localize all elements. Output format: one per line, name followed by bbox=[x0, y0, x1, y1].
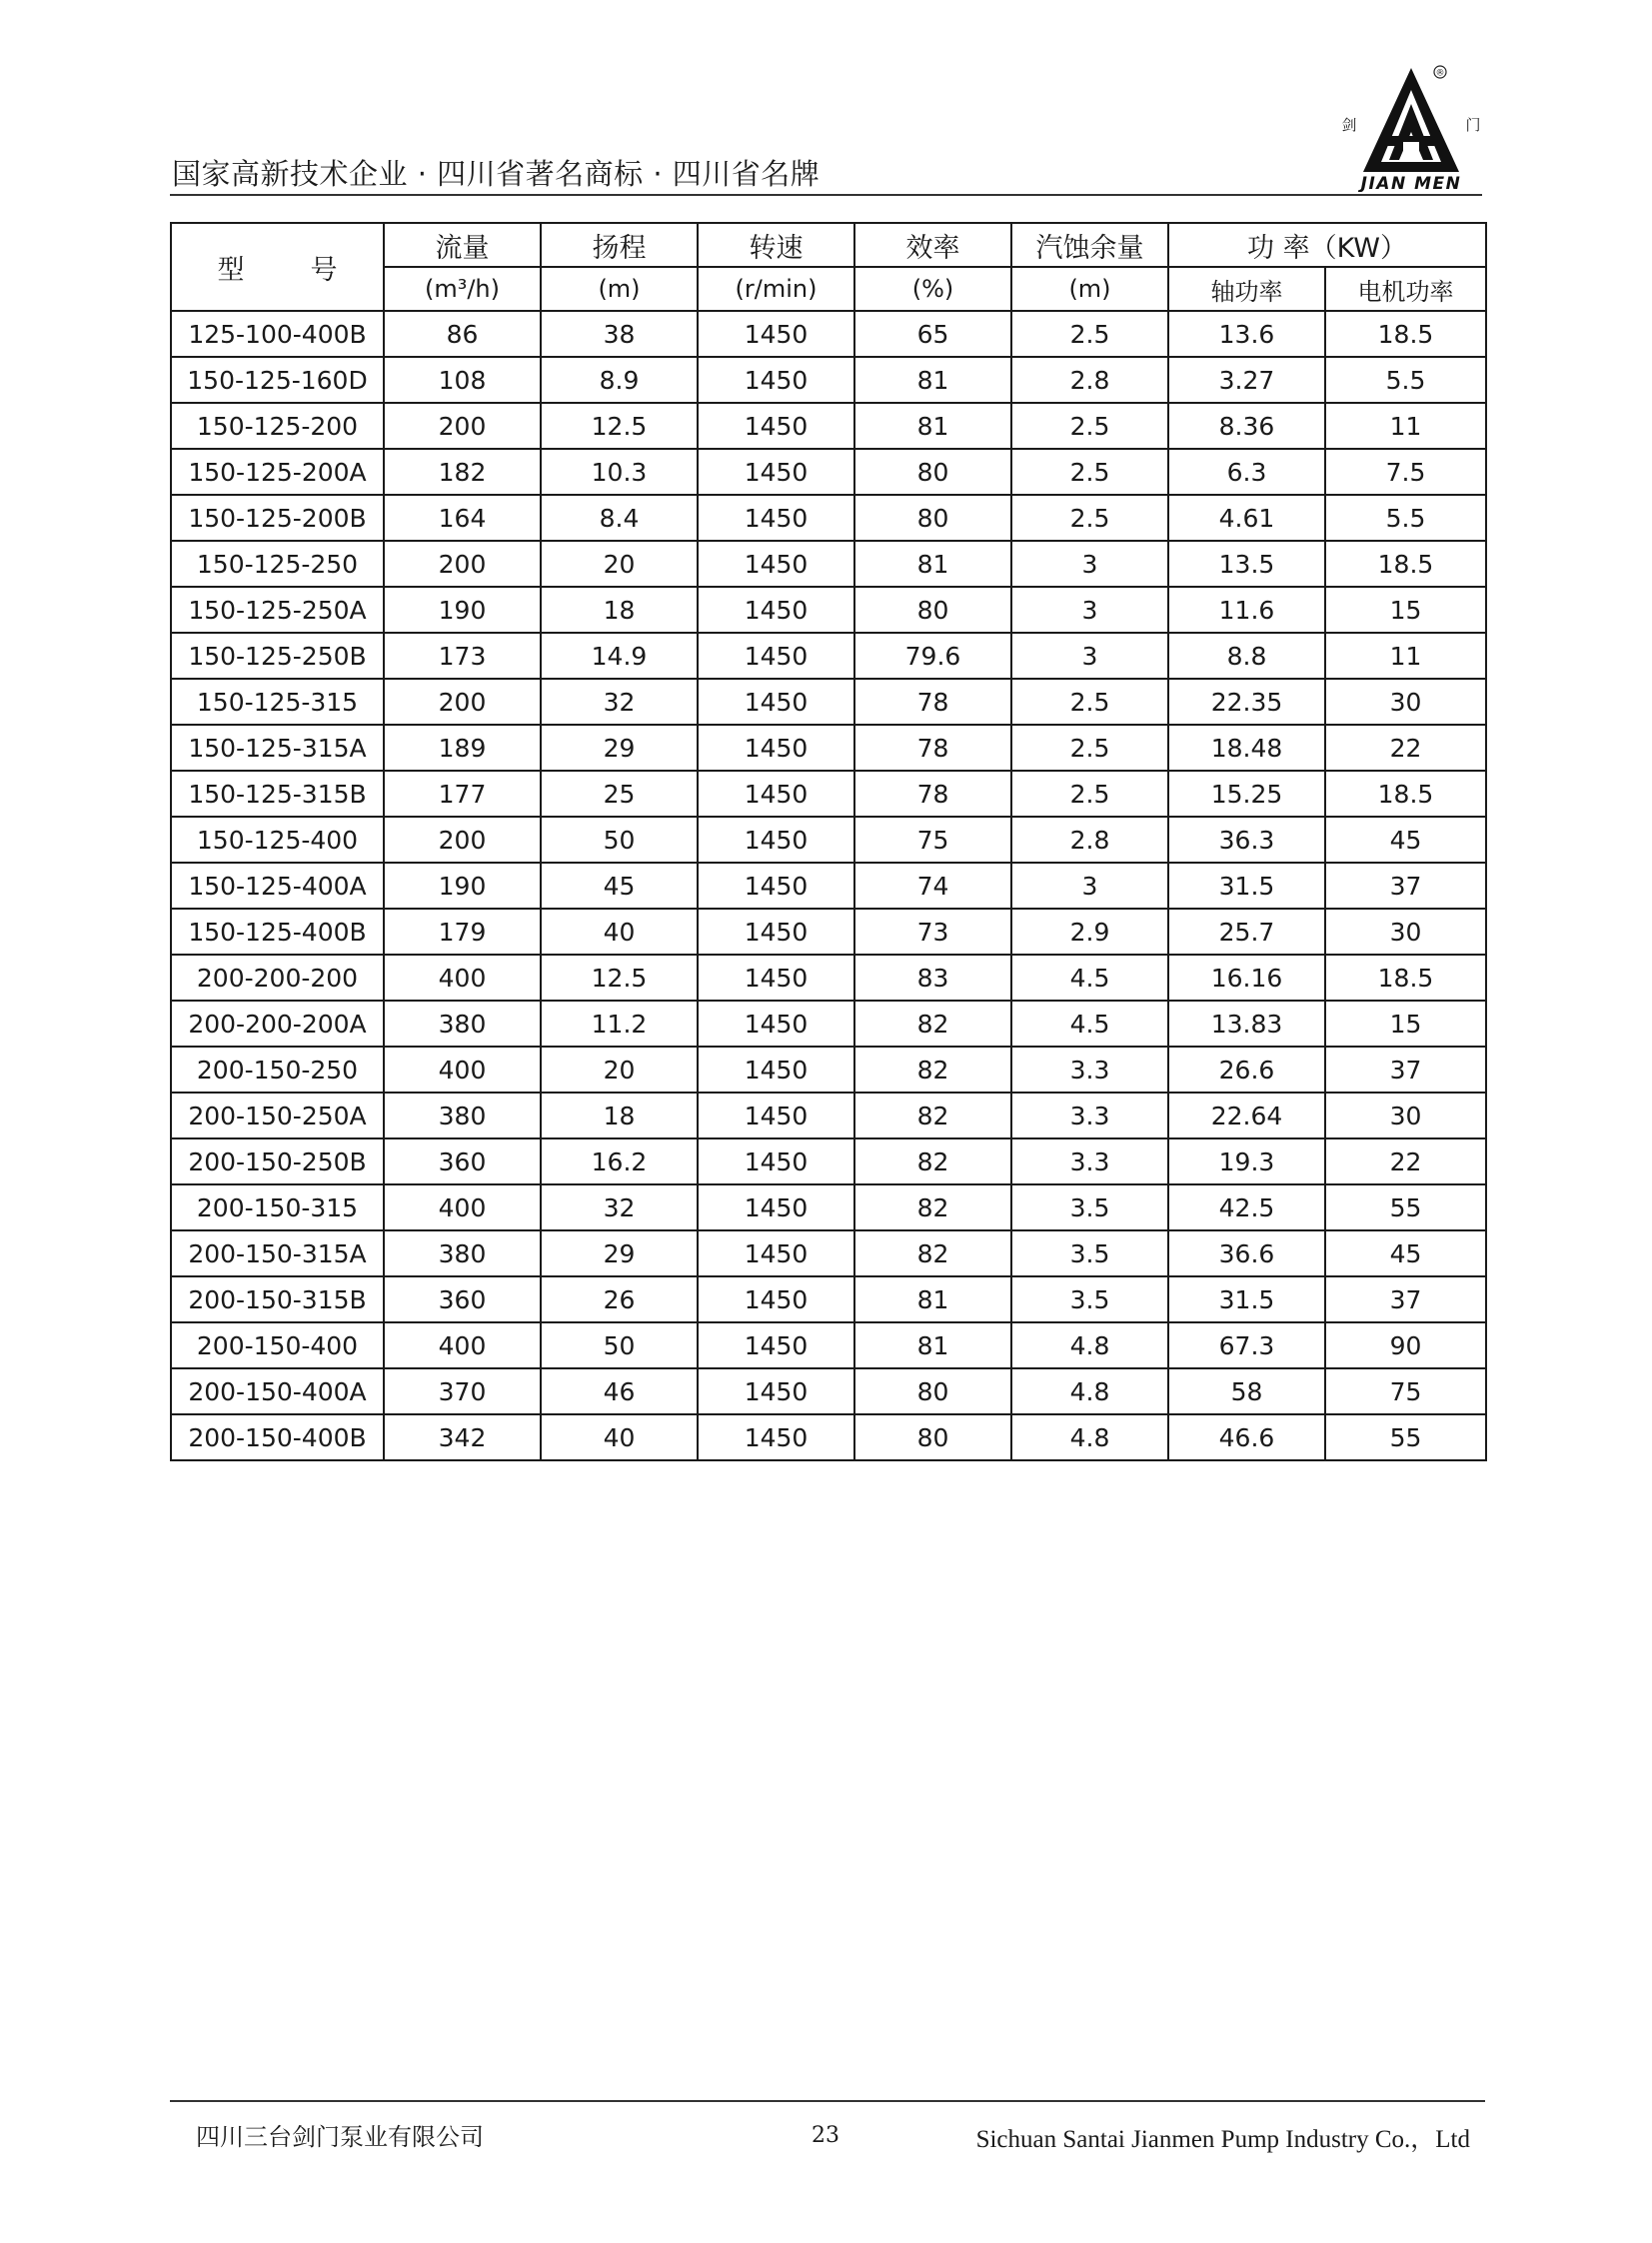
table-row bbox=[171, 1093, 1486, 1138]
table-header-row bbox=[171, 223, 1486, 267]
cell-motor-power: 7.5 bbox=[1325, 449, 1486, 495]
cell-efficiency: 82 bbox=[854, 1093, 1011, 1138]
cell-efficiency: 80 bbox=[854, 449, 1011, 495]
unit-npsh: (m) bbox=[1011, 267, 1168, 311]
cell-npsh: 4.8 bbox=[1011, 1322, 1168, 1368]
cell-speed: 1450 bbox=[698, 403, 854, 449]
cell-shaft-power: 36.6 bbox=[1168, 1230, 1325, 1276]
cell-speed: 1450 bbox=[698, 863, 854, 909]
cell-model: 150-125-200 bbox=[171, 403, 384, 449]
unit-head: (m) bbox=[541, 267, 698, 311]
cell-speed: 1450 bbox=[698, 725, 854, 771]
cell-shaft-power: 18.48 bbox=[1168, 725, 1325, 771]
table-row bbox=[171, 679, 1486, 725]
cell-shaft-power: 26.6 bbox=[1168, 1047, 1325, 1093]
table-row bbox=[171, 817, 1486, 863]
cell-npsh: 3.3 bbox=[1011, 1093, 1168, 1138]
cell-flow: 400 bbox=[384, 1047, 541, 1093]
col-header-power: 功 率（KW） bbox=[1168, 223, 1486, 267]
cell-shaft-power: 31.5 bbox=[1168, 1276, 1325, 1322]
cell-head: 18 bbox=[541, 587, 698, 633]
cell-npsh: 2.5 bbox=[1011, 771, 1168, 817]
cell-speed: 1450 bbox=[698, 495, 854, 541]
cell-speed: 1450 bbox=[698, 1414, 854, 1460]
cell-shaft-power: 6.3 bbox=[1168, 449, 1325, 495]
footer-company-cn: 四川三台剑门泵业有限公司 bbox=[196, 2123, 484, 2151]
cell-motor-power: 5.5 bbox=[1325, 357, 1486, 403]
cell-flow: 164 bbox=[384, 495, 541, 541]
cell-speed: 1450 bbox=[698, 1368, 854, 1414]
cell-shaft-power: 19.3 bbox=[1168, 1138, 1325, 1184]
cell-head: 8.4 bbox=[541, 495, 698, 541]
cell-motor-power: 90 bbox=[1325, 1322, 1486, 1368]
table-row bbox=[171, 771, 1486, 817]
table-body bbox=[171, 311, 1486, 1460]
table-row bbox=[171, 311, 1486, 357]
cell-model: 200-150-315B bbox=[171, 1276, 384, 1322]
cell-model: 150-125-200B bbox=[171, 495, 384, 541]
cell-speed: 1450 bbox=[698, 311, 854, 357]
cell-speed: 1450 bbox=[698, 1322, 854, 1368]
cell-head: 10.3 bbox=[541, 449, 698, 495]
unit-speed: (r/min) bbox=[698, 267, 854, 311]
cell-speed: 1450 bbox=[698, 1230, 854, 1276]
cell-shaft-power: 25.7 bbox=[1168, 909, 1325, 955]
cell-motor-power: 30 bbox=[1325, 679, 1486, 725]
cell-flow: 190 bbox=[384, 863, 541, 909]
cell-flow: 380 bbox=[384, 1093, 541, 1138]
cell-npsh: 4.8 bbox=[1011, 1368, 1168, 1414]
cell-shaft-power: 8.36 bbox=[1168, 403, 1325, 449]
col-header-shaft-power: 轴功率 bbox=[1168, 267, 1325, 311]
cell-efficiency: 78 bbox=[854, 771, 1011, 817]
cell-flow: 200 bbox=[384, 817, 541, 863]
cell-motor-power: 30 bbox=[1325, 909, 1486, 955]
cell-motor-power: 15 bbox=[1325, 587, 1486, 633]
cell-head: 16.2 bbox=[541, 1138, 698, 1184]
col-header-model bbox=[171, 223, 384, 311]
cell-head: 12.5 bbox=[541, 403, 698, 449]
cell-speed: 1450 bbox=[698, 1276, 854, 1322]
cell-shaft-power: 67.3 bbox=[1168, 1322, 1325, 1368]
cell-model: 200-150-315 bbox=[171, 1184, 384, 1230]
cell-shaft-power: 13.6 bbox=[1168, 311, 1325, 357]
cell-npsh: 3 bbox=[1011, 541, 1168, 587]
cell-flow: 400 bbox=[384, 1184, 541, 1230]
cell-head: 14.9 bbox=[541, 633, 698, 679]
cell-motor-power: 55 bbox=[1325, 1184, 1486, 1230]
cell-head: 12.5 bbox=[541, 955, 698, 1001]
cell-efficiency: 79.6 bbox=[854, 633, 1011, 679]
cell-model: 200-150-250 bbox=[171, 1047, 384, 1093]
cell-npsh: 2.5 bbox=[1011, 449, 1168, 495]
cell-model: 150-125-250A bbox=[171, 587, 384, 633]
cell-shaft-power: 22.64 bbox=[1168, 1093, 1325, 1138]
cell-motor-power: 11 bbox=[1325, 633, 1486, 679]
cell-shaft-power: 31.5 bbox=[1168, 863, 1325, 909]
cell-motor-power: 45 bbox=[1325, 1230, 1486, 1276]
cell-flow: 190 bbox=[384, 587, 541, 633]
table-row bbox=[171, 403, 1486, 449]
pump-spec-table bbox=[170, 222, 1487, 1461]
logo-registered-mark: ® bbox=[1435, 68, 1445, 79]
cell-speed: 1450 bbox=[698, 449, 854, 495]
cell-efficiency: 82 bbox=[854, 1184, 1011, 1230]
cell-model: 150-125-160D bbox=[171, 357, 384, 403]
cell-speed: 1450 bbox=[698, 679, 854, 725]
cell-flow: 342 bbox=[384, 1414, 541, 1460]
cell-efficiency: 81 bbox=[854, 541, 1011, 587]
cell-model: 200-150-400A bbox=[171, 1368, 384, 1414]
cell-shaft-power: 42.5 bbox=[1168, 1184, 1325, 1230]
col-header-head: 扬程 bbox=[541, 223, 698, 267]
cell-flow: 86 bbox=[384, 311, 541, 357]
cell-model: 200-150-315A bbox=[171, 1230, 384, 1276]
cell-head: 20 bbox=[541, 1047, 698, 1093]
cell-model: 150-125-400B bbox=[171, 909, 384, 955]
logo-emblem-icon bbox=[1337, 60, 1487, 192]
cell-speed: 1450 bbox=[698, 587, 854, 633]
model-label-b: 号 bbox=[310, 254, 338, 286]
table-row bbox=[171, 357, 1486, 403]
cell-model: 150-125-250 bbox=[171, 541, 384, 587]
cell-efficiency: 81 bbox=[854, 357, 1011, 403]
model-label-a: 型 bbox=[217, 254, 245, 286]
cell-model: 200-150-400B bbox=[171, 1414, 384, 1460]
cell-flow: 182 bbox=[384, 449, 541, 495]
cell-npsh: 4.5 bbox=[1011, 955, 1168, 1001]
cell-efficiency: 81 bbox=[854, 1322, 1011, 1368]
cell-motor-power: 22 bbox=[1325, 1138, 1486, 1184]
cell-flow: 200 bbox=[384, 679, 541, 725]
cell-efficiency: 74 bbox=[854, 863, 1011, 909]
unit-efficiency: (%) bbox=[854, 267, 1011, 311]
cell-npsh: 2.5 bbox=[1011, 311, 1168, 357]
cell-flow: 360 bbox=[384, 1276, 541, 1322]
cell-motor-power: 30 bbox=[1325, 1093, 1486, 1138]
cell-model: 200-200-200A bbox=[171, 1001, 384, 1047]
cell-speed: 1450 bbox=[698, 357, 854, 403]
cell-speed: 1450 bbox=[698, 1093, 854, 1138]
cell-model: 150-125-200A bbox=[171, 449, 384, 495]
cell-motor-power: 18.5 bbox=[1325, 541, 1486, 587]
table-row bbox=[171, 863, 1486, 909]
cell-motor-power: 18.5 bbox=[1325, 771, 1486, 817]
cell-efficiency: 82 bbox=[854, 1047, 1011, 1093]
cell-npsh: 3 bbox=[1011, 863, 1168, 909]
cell-npsh: 2.5 bbox=[1011, 679, 1168, 725]
cell-model: 200-150-400 bbox=[171, 1322, 384, 1368]
table-row bbox=[171, 1138, 1486, 1184]
cell-npsh: 3.5 bbox=[1011, 1276, 1168, 1322]
col-header-speed: 转速 bbox=[698, 223, 854, 267]
cell-flow: 189 bbox=[384, 725, 541, 771]
cell-model: 150-125-400A bbox=[171, 863, 384, 909]
cell-efficiency: 81 bbox=[854, 1276, 1011, 1322]
table-row bbox=[171, 955, 1486, 1001]
cell-shaft-power: 22.35 bbox=[1168, 679, 1325, 725]
cell-npsh: 3 bbox=[1011, 633, 1168, 679]
table-row bbox=[171, 1414, 1486, 1460]
cell-npsh: 3.5 bbox=[1011, 1184, 1168, 1230]
cell-head: 38 bbox=[541, 311, 698, 357]
cell-head: 45 bbox=[541, 863, 698, 909]
logo-right-char: 门 bbox=[1465, 116, 1481, 134]
cell-efficiency: 80 bbox=[854, 1368, 1011, 1414]
table-row bbox=[171, 909, 1486, 955]
page-number: 23 bbox=[812, 2123, 839, 2148]
cell-efficiency: 65 bbox=[854, 311, 1011, 357]
cell-efficiency: 78 bbox=[854, 679, 1011, 725]
cell-efficiency: 75 bbox=[854, 817, 1011, 863]
table-row bbox=[171, 725, 1486, 771]
cell-speed: 1450 bbox=[698, 1138, 854, 1184]
cell-flow: 400 bbox=[384, 1322, 541, 1368]
cell-shaft-power: 36.3 bbox=[1168, 817, 1325, 863]
cell-npsh: 2.8 bbox=[1011, 357, 1168, 403]
cell-head: 25 bbox=[541, 771, 698, 817]
cell-shaft-power: 46.6 bbox=[1168, 1414, 1325, 1460]
cell-efficiency: 80 bbox=[854, 1414, 1011, 1460]
cell-head: 46 bbox=[541, 1368, 698, 1414]
table-row bbox=[171, 1001, 1486, 1047]
cell-flow: 380 bbox=[384, 1001, 541, 1047]
cell-motor-power: 5.5 bbox=[1325, 495, 1486, 541]
cell-efficiency: 80 bbox=[854, 587, 1011, 633]
cell-speed: 1450 bbox=[698, 1184, 854, 1230]
cell-model: 200-150-250B bbox=[171, 1138, 384, 1184]
table-row bbox=[171, 633, 1486, 679]
cell-efficiency: 82 bbox=[854, 1001, 1011, 1047]
cell-efficiency: 82 bbox=[854, 1230, 1011, 1276]
jianmen-logo bbox=[1337, 60, 1487, 192]
cell-flow: 108 bbox=[384, 357, 541, 403]
col-header-motor-power: 电机功率 bbox=[1325, 267, 1486, 311]
cell-shaft-power: 13.5 bbox=[1168, 541, 1325, 587]
cell-head: 40 bbox=[541, 909, 698, 955]
cell-speed: 1450 bbox=[698, 541, 854, 587]
cell-head: 32 bbox=[541, 1184, 698, 1230]
cell-npsh: 3.3 bbox=[1011, 1138, 1168, 1184]
logo-left-char: 剑 bbox=[1341, 116, 1357, 134]
cell-head: 11.2 bbox=[541, 1001, 698, 1047]
cell-efficiency: 80 bbox=[854, 495, 1011, 541]
cell-speed: 1450 bbox=[698, 633, 854, 679]
cell-head: 32 bbox=[541, 679, 698, 725]
table-row bbox=[171, 541, 1486, 587]
cell-flow: 370 bbox=[384, 1368, 541, 1414]
cell-efficiency: 83 bbox=[854, 955, 1011, 1001]
cell-flow: 400 bbox=[384, 955, 541, 1001]
cell-npsh: 2.8 bbox=[1011, 817, 1168, 863]
cell-head: 29 bbox=[541, 725, 698, 771]
cell-head: 20 bbox=[541, 541, 698, 587]
unit-flow: (m³/h) bbox=[384, 267, 541, 311]
logo-brand-text: JIAN MEN bbox=[1360, 174, 1462, 192]
cell-npsh: 4.5 bbox=[1011, 1001, 1168, 1047]
table-row bbox=[171, 1276, 1486, 1322]
cell-flow: 360 bbox=[384, 1138, 541, 1184]
cell-shaft-power: 3.27 bbox=[1168, 357, 1325, 403]
cell-shaft-power: 16.16 bbox=[1168, 955, 1325, 1001]
cell-motor-power: 15 bbox=[1325, 1001, 1486, 1047]
cell-shaft-power: 13.83 bbox=[1168, 1001, 1325, 1047]
cell-efficiency: 81 bbox=[854, 403, 1011, 449]
cell-speed: 1450 bbox=[698, 909, 854, 955]
cell-npsh: 3 bbox=[1011, 587, 1168, 633]
cell-speed: 1450 bbox=[698, 817, 854, 863]
cell-motor-power: 37 bbox=[1325, 1276, 1486, 1322]
cell-shaft-power: 15.25 bbox=[1168, 771, 1325, 817]
cell-shaft-power: 4.61 bbox=[1168, 495, 1325, 541]
cell-npsh: 2.5 bbox=[1011, 495, 1168, 541]
table-row bbox=[171, 1047, 1486, 1093]
header-divider bbox=[170, 194, 1482, 196]
col-header-flow: 流量 bbox=[384, 223, 541, 267]
table-row bbox=[171, 1322, 1486, 1368]
cell-flow: 200 bbox=[384, 541, 541, 587]
cell-npsh: 3.3 bbox=[1011, 1047, 1168, 1093]
cell-npsh: 3.5 bbox=[1011, 1230, 1168, 1276]
cell-motor-power: 18.5 bbox=[1325, 955, 1486, 1001]
cell-npsh: 2.5 bbox=[1011, 725, 1168, 771]
cell-head: 18 bbox=[541, 1093, 698, 1138]
cell-speed: 1450 bbox=[698, 1047, 854, 1093]
cell-motor-power: 37 bbox=[1325, 1047, 1486, 1093]
header-title: 国家高新技术企业 · 四川省著名商标 · 四川省名牌 bbox=[172, 157, 821, 191]
cell-head: 50 bbox=[541, 1322, 698, 1368]
cell-model: 125-100-400B bbox=[171, 311, 384, 357]
cell-speed: 1450 bbox=[698, 955, 854, 1001]
cell-motor-power: 55 bbox=[1325, 1414, 1486, 1460]
cell-model: 150-125-315B bbox=[171, 771, 384, 817]
cell-motor-power: 37 bbox=[1325, 863, 1486, 909]
col-header-npsh: 汽蚀余量 bbox=[1011, 223, 1168, 267]
cell-motor-power: 18.5 bbox=[1325, 311, 1486, 357]
cell-speed: 1450 bbox=[698, 771, 854, 817]
table-row bbox=[171, 1184, 1486, 1230]
cell-model: 150-125-315 bbox=[171, 679, 384, 725]
cell-npsh: 4.8 bbox=[1011, 1414, 1168, 1460]
cell-head: 40 bbox=[541, 1414, 698, 1460]
cell-head: 8.9 bbox=[541, 357, 698, 403]
cell-shaft-power: 11.6 bbox=[1168, 587, 1325, 633]
cell-npsh: 2.5 bbox=[1011, 403, 1168, 449]
cell-shaft-power: 8.8 bbox=[1168, 633, 1325, 679]
cell-model: 200-150-250A bbox=[171, 1093, 384, 1138]
cell-head: 29 bbox=[541, 1230, 698, 1276]
cell-motor-power: 22 bbox=[1325, 725, 1486, 771]
cell-shaft-power: 58 bbox=[1168, 1368, 1325, 1414]
cell-flow: 200 bbox=[384, 403, 541, 449]
cell-motor-power: 75 bbox=[1325, 1368, 1486, 1414]
cell-head: 26 bbox=[541, 1276, 698, 1322]
table-row bbox=[171, 449, 1486, 495]
cell-efficiency: 82 bbox=[854, 1138, 1011, 1184]
table-row bbox=[171, 587, 1486, 633]
cell-model: 150-125-250B bbox=[171, 633, 384, 679]
cell-model: 150-125-400 bbox=[171, 817, 384, 863]
footer-company-en: Sichuan Santai Jianmen Pump Industry Co.，Ltd bbox=[975, 2126, 1470, 2153]
cell-flow: 173 bbox=[384, 633, 541, 679]
cell-efficiency: 73 bbox=[854, 909, 1011, 955]
cell-model: 150-125-315A bbox=[171, 725, 384, 771]
cell-motor-power: 11 bbox=[1325, 403, 1486, 449]
cell-speed: 1450 bbox=[698, 1001, 854, 1047]
cell-efficiency: 78 bbox=[854, 725, 1011, 771]
cell-flow: 177 bbox=[384, 771, 541, 817]
table-row bbox=[171, 1368, 1486, 1414]
footer-divider bbox=[170, 2100, 1485, 2102]
cell-model: 200-200-200 bbox=[171, 955, 384, 1001]
col-header-efficiency: 效率 bbox=[854, 223, 1011, 267]
cell-flow: 179 bbox=[384, 909, 541, 955]
cell-npsh: 2.9 bbox=[1011, 909, 1168, 955]
cell-flow: 380 bbox=[384, 1230, 541, 1276]
table-row bbox=[171, 495, 1486, 541]
table-row bbox=[171, 1230, 1486, 1276]
cell-head: 50 bbox=[541, 817, 698, 863]
cell-motor-power: 45 bbox=[1325, 817, 1486, 863]
